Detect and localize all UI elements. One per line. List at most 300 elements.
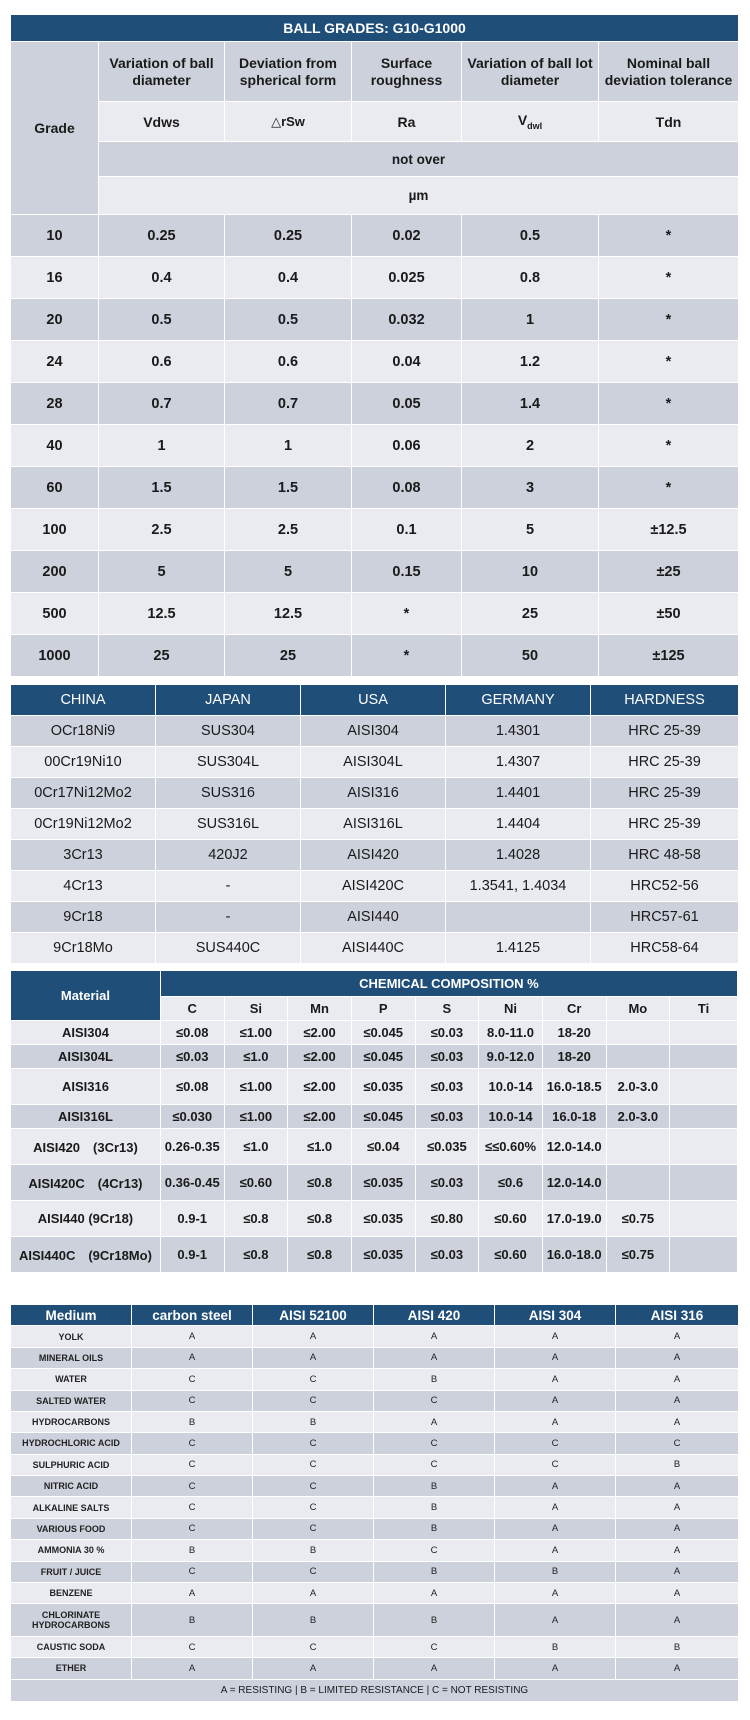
grade-cell: 1.2 xyxy=(462,341,599,383)
grade-cell: ±50 xyxy=(599,593,739,635)
grade-cell: 2.5 xyxy=(99,509,225,551)
grade-cell: 12.5 xyxy=(225,593,352,635)
grade-cell: 1 xyxy=(225,425,352,467)
equivalent-row xyxy=(11,809,739,840)
resistance-rating: A xyxy=(495,1540,616,1561)
composition-cell: ≤2.00 xyxy=(288,1021,352,1045)
composition-cell: ≤1.00 xyxy=(224,1105,288,1129)
resistance-rating: B xyxy=(253,1540,374,1561)
chemical-body xyxy=(11,1021,738,1273)
grade-cell: 0.05 xyxy=(352,383,462,425)
element-header: Mo xyxy=(606,997,670,1021)
resistance-rating: B xyxy=(616,1636,739,1657)
resistance-rating: C xyxy=(132,1476,253,1497)
composition-cell: ≤1.0 xyxy=(288,1129,352,1165)
equivalent-cell: 0Cr17Ni12Mo2 xyxy=(11,778,156,809)
element-header: Si xyxy=(224,997,288,1021)
composition-cell xyxy=(606,1165,670,1201)
grade-cell: 0.06 xyxy=(352,425,462,467)
resistance-row xyxy=(11,1582,739,1603)
resistance-rating: C xyxy=(253,1454,374,1475)
grade-cell: * xyxy=(599,215,739,257)
grade-cell: 0.6 xyxy=(225,341,352,383)
grade-value: 200 xyxy=(11,551,99,593)
composition-cell: ≤0.75 xyxy=(606,1237,670,1273)
element-header: C xyxy=(160,997,224,1021)
grade-cell: 0.1 xyxy=(352,509,462,551)
composition-cell: 0.26-0.35 xyxy=(160,1129,224,1165)
composition-cell: ≤0.03 xyxy=(415,1165,479,1201)
resistance-header: AISI 420 xyxy=(374,1305,495,1326)
resistance-rating: A xyxy=(495,1369,616,1390)
material-name: AISI420 (3Cr13) xyxy=(11,1129,161,1165)
composition-cell: 18-20 xyxy=(542,1045,606,1069)
composition-cell: 10.0-14 xyxy=(479,1069,543,1105)
grade-cell: * xyxy=(599,341,739,383)
ball-grades-title: BALL GRADES: G10-G1000 xyxy=(11,15,739,42)
equivalent-row xyxy=(11,871,739,902)
grade-value: 100 xyxy=(11,509,99,551)
grade-cell: * xyxy=(599,467,739,509)
equivalent-cell: HRC 25-39 xyxy=(591,747,739,778)
equivalent-cell: 9Cr18Mo xyxy=(11,933,156,964)
grade-row xyxy=(11,509,739,551)
composition-cell: ≤0.8 xyxy=(288,1201,352,1237)
grade-cell: * xyxy=(352,635,462,677)
composition-row xyxy=(11,1129,738,1165)
equivalent-cell: AISI316L xyxy=(301,809,446,840)
grade-value: 500 xyxy=(11,593,99,635)
resistance-row xyxy=(11,1561,739,1582)
grade-cell: 0.5 xyxy=(99,299,225,341)
header-germany: GERMANY xyxy=(446,685,591,716)
composition-cell: 12.0-14.0 xyxy=(542,1165,606,1201)
resistance-rating: A xyxy=(374,1582,495,1603)
medium-name: MINERAL OILS xyxy=(11,1347,132,1368)
resistance-rating: C xyxy=(132,1454,253,1475)
resistance-rating: B xyxy=(374,1604,495,1637)
composition-cell: ≤0.035 xyxy=(415,1129,479,1165)
grade-cell: 0.25 xyxy=(99,215,225,257)
grade-cell: 0.02 xyxy=(352,215,462,257)
medium-name: HYDROCARBONS xyxy=(11,1411,132,1432)
composition-cell: ≤0.030 xyxy=(160,1105,224,1129)
grade-cell: 0.25 xyxy=(225,215,352,257)
composition-cell xyxy=(670,1129,738,1165)
equivalent-cell: AISI316 xyxy=(301,778,446,809)
medium-name: BENZENE xyxy=(11,1582,132,1603)
chemical-title: CHEMICAL COMPOSITION % xyxy=(160,971,737,997)
header-deviation-tolerance: Nominal ball deviation tolerance xyxy=(599,42,739,102)
material-name: AISI316 xyxy=(11,1069,161,1105)
grade-cell: ±125 xyxy=(599,635,739,677)
header-japan: JAPAN xyxy=(156,685,301,716)
resistance-row xyxy=(11,1540,739,1561)
equivalent-cell: AISI440 xyxy=(301,902,446,933)
composition-cell xyxy=(606,1129,670,1165)
grade-cell: * xyxy=(599,425,739,467)
composition-row xyxy=(11,1069,738,1105)
grade-value: 24 xyxy=(11,341,99,383)
composition-cell: 9.0-12.0 xyxy=(479,1045,543,1069)
composition-cell: ≤0.045 xyxy=(351,1045,415,1069)
equivalent-cell: 1.4307 xyxy=(446,747,591,778)
resistance-rating: B xyxy=(374,1369,495,1390)
equivalent-cell: 9Cr18 xyxy=(11,902,156,933)
equivalents-body xyxy=(11,716,739,964)
medium-name: CAUSTIC SODA xyxy=(11,1636,132,1657)
equivalent-cell: OCr18Ni9 xyxy=(11,716,156,747)
grade-cell: 0.04 xyxy=(352,341,462,383)
resistance-row xyxy=(11,1636,739,1657)
equivalent-cell: HRC 25-39 xyxy=(591,778,739,809)
composition-cell: ≤0.8 xyxy=(224,1237,288,1273)
resistance-rating: C xyxy=(253,1636,374,1657)
grade-cell: 50 xyxy=(462,635,599,677)
equivalents-header-row xyxy=(11,685,739,716)
composition-cell: 12.0-14.0 xyxy=(542,1129,606,1165)
symbol-ra: Ra xyxy=(352,102,462,142)
grade-value: 16 xyxy=(11,257,99,299)
composition-cell: ≤1.00 xyxy=(224,1021,288,1045)
header-hardness: HARDNESS xyxy=(591,685,739,716)
equivalent-cell: HRC 48-58 xyxy=(591,840,739,871)
composition-cell: ≤0.03 xyxy=(415,1105,479,1129)
symbol-tdn: Tdn xyxy=(599,102,739,142)
resistance-rating: A xyxy=(374,1411,495,1432)
resistance-rating: A xyxy=(616,1582,739,1603)
medium-name: SALTED WATER xyxy=(11,1390,132,1411)
resistance-rating: A xyxy=(495,1518,616,1539)
composition-cell: ≤2.00 xyxy=(288,1045,352,1069)
composition-cell: ≤0.8 xyxy=(288,1165,352,1201)
composition-cell: 16.0-18.0 xyxy=(542,1237,606,1273)
grade-row xyxy=(11,593,739,635)
resistance-rating: A xyxy=(253,1326,374,1347)
material-name: AISI316L xyxy=(11,1105,161,1129)
resistance-rating: C xyxy=(253,1476,374,1497)
equivalent-cell: SUS316L xyxy=(156,809,301,840)
grade-value: 1000 xyxy=(11,635,99,677)
composition-cell: ≤1.0 xyxy=(224,1045,288,1069)
equivalent-row xyxy=(11,747,739,778)
equivalent-cell: HRC58-64 xyxy=(591,933,739,964)
grade-value: 40 xyxy=(11,425,99,467)
composition-cell: 2.0-3.0 xyxy=(606,1105,670,1129)
grade-cell: 5 xyxy=(225,551,352,593)
resistance-rating: B xyxy=(495,1561,616,1582)
composition-cell: 8.0-11.0 xyxy=(479,1021,543,1045)
equivalent-cell: AISI420 xyxy=(301,840,446,871)
composition-cell xyxy=(670,1045,738,1069)
resistance-rating: A xyxy=(495,1497,616,1518)
resistance-rating: C xyxy=(253,1390,374,1411)
equivalent-cell: 4Cr13 xyxy=(11,871,156,902)
medium-name: ALKALINE SALTS xyxy=(11,1497,132,1518)
composition-cell: 16.0-18.5 xyxy=(542,1069,606,1105)
resistance-rating: A xyxy=(616,1497,739,1518)
composition-cell xyxy=(606,1021,670,1045)
equivalent-cell: - xyxy=(156,902,301,933)
equivalent-cell: 1.4125 xyxy=(446,933,591,964)
resistance-row xyxy=(11,1454,739,1475)
composition-cell: ≤0.75 xyxy=(606,1201,670,1237)
resistance-rating: A xyxy=(253,1347,374,1368)
grade-value: 28 xyxy=(11,383,99,425)
equivalent-cell: SUS304 xyxy=(156,716,301,747)
resistance-rating: C xyxy=(374,1636,495,1657)
grade-row xyxy=(11,257,739,299)
resistance-rating: A xyxy=(374,1326,495,1347)
composition-cell: ≤0.045 xyxy=(351,1021,415,1045)
resistance-row xyxy=(11,1433,739,1454)
resistance-rating: C xyxy=(132,1497,253,1518)
equivalent-cell: AISI304 xyxy=(301,716,446,747)
resistance-header: carbon steel xyxy=(132,1305,253,1326)
grade-cell: ±25 xyxy=(599,551,739,593)
resistance-rating: A xyxy=(616,1369,739,1390)
resistance-rating: C xyxy=(253,1497,374,1518)
medium-name: VARIOUS FOOD xyxy=(11,1518,132,1539)
grade-cell: 12.5 xyxy=(99,593,225,635)
resistance-rating: B xyxy=(253,1411,374,1432)
resistance-rating: A xyxy=(616,1411,739,1432)
corrosion-resistance-table xyxy=(10,1304,739,1702)
grade-cell: 1.5 xyxy=(225,467,352,509)
grade-cell: 1.4 xyxy=(462,383,599,425)
resistance-row xyxy=(11,1411,739,1432)
resistance-rating: C xyxy=(253,1369,374,1390)
grade-cell: 0.5 xyxy=(462,215,599,257)
medium-name: AMMONIA 30 % xyxy=(11,1540,132,1561)
resistance-row xyxy=(11,1369,739,1390)
grade-cell: * xyxy=(599,299,739,341)
material-equivalents-table xyxy=(10,684,739,964)
equivalent-cell: AISI420C xyxy=(301,871,446,902)
resistance-rating: C xyxy=(495,1433,616,1454)
resistance-rating: A xyxy=(616,1658,739,1679)
resistance-rating: A xyxy=(253,1658,374,1679)
resistance-rating: C xyxy=(132,1390,253,1411)
equivalent-cell: 1.4401 xyxy=(446,778,591,809)
composition-cell: 0.9-1 xyxy=(160,1201,224,1237)
chemical-title-row xyxy=(11,971,738,997)
equivalent-cell: 1.4028 xyxy=(446,840,591,871)
resistance-rating: A xyxy=(495,1476,616,1497)
grade-cell: 0.15 xyxy=(352,551,462,593)
grade-cell: 25 xyxy=(99,635,225,677)
resistance-rating: C xyxy=(374,1454,495,1475)
composition-row xyxy=(11,1045,738,1069)
composition-cell: ≤0.045 xyxy=(351,1105,415,1129)
material-name: AISI440 (9Cr18) xyxy=(11,1201,161,1237)
composition-cell: ≤0.8 xyxy=(288,1237,352,1273)
ball-grades-table xyxy=(10,14,739,677)
resistance-rating: B xyxy=(132,1411,253,1432)
medium-name: ETHER xyxy=(11,1658,132,1679)
grade-cell: 1.5 xyxy=(99,467,225,509)
resistance-rating: A xyxy=(616,1604,739,1637)
equivalent-row xyxy=(11,778,739,809)
composition-cell: ≤0.60 xyxy=(224,1165,288,1201)
symbol-vdws: Vdws xyxy=(99,102,225,142)
composition-cell: ≤2.00 xyxy=(288,1105,352,1129)
grade-cell: 0.08 xyxy=(352,467,462,509)
ball-grades-header-row xyxy=(11,42,739,102)
grade-row xyxy=(11,425,739,467)
equivalent-cell: HRC 25-39 xyxy=(591,809,739,840)
composition-cell: 10.0-14 xyxy=(479,1105,543,1129)
grade-row xyxy=(11,467,739,509)
resistance-rating: C xyxy=(132,1433,253,1454)
resistance-rating: B xyxy=(374,1561,495,1582)
grade-cell: 1 xyxy=(462,299,599,341)
resistance-rating: C xyxy=(495,1454,616,1475)
element-header: Cr xyxy=(542,997,606,1021)
header-lot-diameter: Variation of ball lot diameter xyxy=(462,42,599,102)
material-name: AISI420C (4Cr13) xyxy=(11,1165,161,1201)
medium-name: CHLORINATE HYDROCARBONS xyxy=(11,1604,132,1637)
resistance-rating: A xyxy=(616,1476,739,1497)
composition-cell: ≤0.60 xyxy=(479,1201,543,1237)
composition-cell: ≤0.60 xyxy=(479,1237,543,1273)
unit-row xyxy=(11,177,739,215)
resistance-rating: A xyxy=(495,1411,616,1432)
resistance-rating: B xyxy=(132,1540,253,1561)
symbol-vdwl: $V_{dwl}$ xyxy=(462,102,599,142)
medium-name: HYDROCHLORIC ACID xyxy=(11,1433,132,1454)
resistance-rating: C xyxy=(132,1518,253,1539)
not-over-row xyxy=(11,142,739,177)
resistance-rating: A xyxy=(374,1658,495,1679)
grade-row xyxy=(11,383,739,425)
grade-cell: 0.8 xyxy=(462,257,599,299)
equivalent-cell: 1.3541, 1.4034 xyxy=(446,871,591,902)
resistance-rating: A xyxy=(495,1658,616,1679)
equivalent-cell: AISI440C xyxy=(301,933,446,964)
composition-row xyxy=(11,1237,738,1273)
medium-name: WATER xyxy=(11,1369,132,1390)
resistance-rating: B xyxy=(616,1454,739,1475)
grade-cell: 0.4 xyxy=(99,257,225,299)
material-name: AISI440C (9Cr18Mo) xyxy=(11,1237,161,1273)
resistance-row xyxy=(11,1347,739,1368)
composition-cell: 18-20 xyxy=(542,1021,606,1045)
equivalent-cell: 1.4404 xyxy=(446,809,591,840)
equivalent-row xyxy=(11,902,739,933)
composition-row xyxy=(11,1105,738,1129)
resistance-rating: A xyxy=(374,1347,495,1368)
composition-cell: ≤0.08 xyxy=(160,1021,224,1045)
resistance-rating: B xyxy=(132,1604,253,1637)
resistance-row xyxy=(11,1390,739,1411)
grade-row xyxy=(11,635,739,677)
composition-cell: 0.36-0.45 xyxy=(160,1165,224,1201)
grade-cell: 0.6 xyxy=(99,341,225,383)
resistance-header: AISI 316 xyxy=(616,1305,739,1326)
grade-header: Grade xyxy=(11,42,99,215)
resistance-rating: C xyxy=(253,1433,374,1454)
grade-value: 20 xyxy=(11,299,99,341)
grade-cell: 0.7 xyxy=(225,383,352,425)
grade-row xyxy=(11,299,739,341)
resistance-rating: C xyxy=(132,1369,253,1390)
composition-cell: 0.9-1 xyxy=(160,1237,224,1273)
resistance-rating: C xyxy=(374,1390,495,1411)
resistance-header-row xyxy=(11,1305,739,1326)
resistance-rating: A xyxy=(616,1561,739,1582)
grade-cell: 1 xyxy=(99,425,225,467)
grade-cell: 5 xyxy=(99,551,225,593)
grade-cell: 10 xyxy=(462,551,599,593)
resistance-rating: B xyxy=(374,1518,495,1539)
equivalent-cell: SUS316 xyxy=(156,778,301,809)
resistance-row xyxy=(11,1518,739,1539)
ball-grades-title-row xyxy=(11,15,739,42)
resistance-rating: C xyxy=(374,1433,495,1454)
ball-grades-body xyxy=(11,215,739,677)
medium-name: NITRIC ACID xyxy=(11,1476,132,1497)
composition-cell: ≤0.035 xyxy=(351,1237,415,1273)
composition-cell: ≤0.04 xyxy=(351,1129,415,1165)
composition-cell: ≤0.03 xyxy=(160,1045,224,1069)
resistance-rating: B xyxy=(374,1476,495,1497)
composition-cell: ≤0.035 xyxy=(351,1165,415,1201)
equivalent-row xyxy=(11,716,739,747)
element-header: Ti xyxy=(670,997,738,1021)
composition-cell xyxy=(670,1105,738,1129)
equivalent-cell: 0Cr19Ni12Mo2 xyxy=(11,809,156,840)
composition-row xyxy=(11,1021,738,1045)
composition-cell xyxy=(670,1165,738,1201)
resistance-rating: C xyxy=(132,1561,253,1582)
medium-name: YOLK xyxy=(11,1326,132,1347)
grade-cell: 5 xyxy=(462,509,599,551)
composition-cell: ≤0.8 xyxy=(224,1201,288,1237)
medium-name: SULPHURIC ACID xyxy=(11,1454,132,1475)
composition-row xyxy=(11,1201,738,1237)
composition-cell xyxy=(670,1069,738,1105)
grade-cell: 2.5 xyxy=(225,509,352,551)
grade-cell: 0.5 xyxy=(225,299,352,341)
equivalent-row xyxy=(11,840,739,871)
composition-cell: ≤0.035 xyxy=(351,1201,415,1237)
composition-cell xyxy=(670,1201,738,1237)
unit-label: µm xyxy=(99,177,739,215)
grade-cell: 0.4 xyxy=(225,257,352,299)
grade-cell: ±12.5 xyxy=(599,509,739,551)
header-surface-roughness: Surface roughness xyxy=(352,42,462,102)
composition-cell xyxy=(670,1021,738,1045)
resistance-rating: B xyxy=(253,1604,374,1637)
equivalent-row xyxy=(11,933,739,964)
composition-cell xyxy=(670,1237,738,1273)
composition-cell: ≤1.0 xyxy=(224,1129,288,1165)
legend-row xyxy=(11,1679,739,1701)
resistance-row xyxy=(11,1658,739,1679)
grade-cell: 0.032 xyxy=(352,299,462,341)
resistance-row xyxy=(11,1497,739,1518)
element-header: Mn xyxy=(288,997,352,1021)
composition-cell: ≤≤0.60% xyxy=(479,1129,543,1165)
ball-grades-symbol-row xyxy=(11,102,739,142)
header-spherical-form: Deviation from spherical form xyxy=(225,42,352,102)
composition-cell xyxy=(606,1045,670,1069)
resistance-header: AISI 304 xyxy=(495,1305,616,1326)
composition-cell: ≤0.80 xyxy=(415,1201,479,1237)
composition-cell: ≤0.035 xyxy=(351,1069,415,1105)
grade-cell: 25 xyxy=(225,635,352,677)
